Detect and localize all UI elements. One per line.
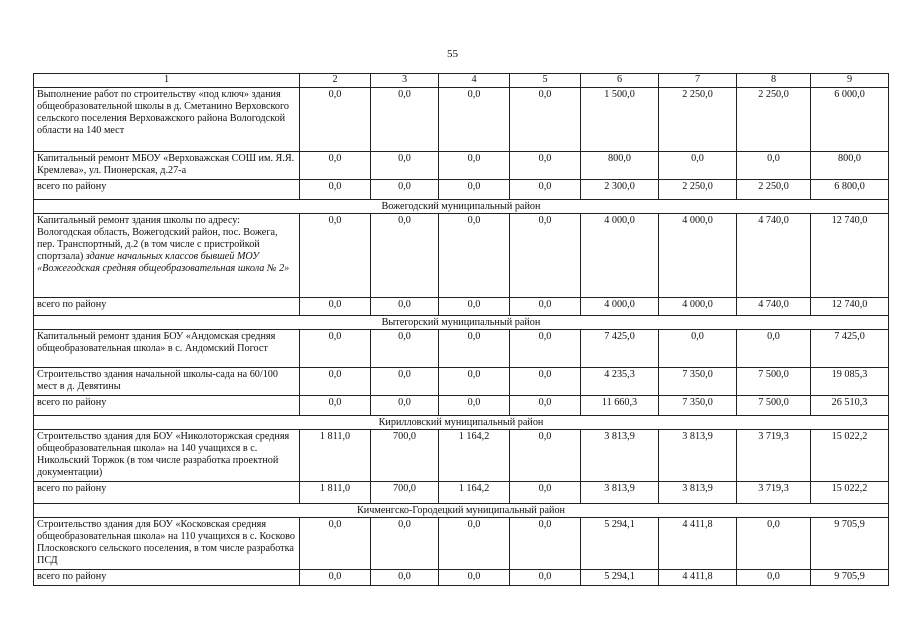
value-cell: 0,0: [439, 518, 510, 570]
section-title: Кирилловский муниципальный район: [34, 416, 889, 430]
value-cell: 6 000,0: [811, 88, 889, 152]
value-cell: 0,0: [510, 430, 581, 482]
column-header: 7: [659, 74, 737, 88]
row-description: Строительство здания для БОУ «Николоторжская средняя общеобразовательная школа» на 140 учащихся в с. Никольский Торжок (в том числе разработка проектной документации): [34, 430, 300, 482]
value-cell: 9 705,9: [811, 570, 889, 586]
value-cell: 0,0: [300, 152, 371, 180]
value-cell: 5 294,1: [581, 518, 659, 570]
table-row: [34, 88, 889, 152]
row-description: Строительство здания для БОУ «Косковская средняя общеобразовательная школа» на 110 учащихся в с. Косково Плосковского сельского поселения, в том числе разработка ПСД: [34, 518, 300, 570]
value-cell: 5 294,1: [581, 570, 659, 586]
value-cell: 0,0: [371, 214, 439, 298]
value-cell: 0,0: [510, 214, 581, 298]
value-cell: 0,0: [300, 330, 371, 368]
value-cell: 4 411,8: [659, 518, 737, 570]
value-cell: 0,0: [371, 88, 439, 152]
table-row: [34, 330, 889, 368]
table-row: [34, 518, 889, 570]
value-cell: 3 813,9: [581, 430, 659, 482]
row-description-text: Капитальный ремонт здания школы по адресу: Вологодская область, Вожегодский район, пос. Вожега, пер. Транспортный, д.2 (в том числе с пристройкой спортзала): [37, 215, 278, 262]
value-cell: 0,0: [439, 152, 510, 180]
value-cell: 0,0: [439, 180, 510, 200]
value-cell: 0,0: [439, 88, 510, 152]
value-cell: 0,0: [659, 152, 737, 180]
value-cell: 2 250,0: [737, 88, 811, 152]
row-description: Строительство здания начальной школы-сада на 60/100 мест в д. Девятины: [34, 368, 300, 396]
value-cell: 0,0: [737, 518, 811, 570]
value-cell: 0,0: [439, 368, 510, 396]
value-cell: 0,0: [737, 330, 811, 368]
value-cell: 0,0: [510, 518, 581, 570]
value-cell: 2 250,0: [737, 180, 811, 200]
value-cell: 2 300,0: [581, 180, 659, 200]
value-cell: 0,0: [439, 298, 510, 316]
value-cell: 0,0: [371, 152, 439, 180]
table-row: [34, 214, 889, 298]
total-row: [34, 482, 889, 504]
value-cell: 7 350,0: [659, 396, 737, 416]
budget-table: [33, 73, 889, 586]
value-cell: 0,0: [659, 330, 737, 368]
value-cell: 0,0: [300, 298, 371, 316]
value-cell: 3 813,9: [659, 482, 737, 504]
column-header: 3: [371, 74, 439, 88]
value-cell: 0,0: [300, 396, 371, 416]
value-cell: 0,0: [300, 180, 371, 200]
value-cell: 6 800,0: [811, 180, 889, 200]
value-cell: 0,0: [300, 368, 371, 396]
value-cell: 0,0: [371, 518, 439, 570]
value-cell: 1 811,0: [300, 482, 371, 504]
value-cell: 4 740,0: [737, 298, 811, 316]
value-cell: 0,0: [510, 368, 581, 396]
total-label: всего по району: [34, 180, 300, 200]
value-cell: 0,0: [439, 396, 510, 416]
value-cell: 7 500,0: [737, 368, 811, 396]
value-cell: 7 500,0: [737, 396, 811, 416]
value-cell: 1 500,0: [581, 88, 659, 152]
value-cell: 0,0: [371, 180, 439, 200]
value-cell: 7 425,0: [811, 330, 889, 368]
value-cell: 11 660,3: [581, 396, 659, 416]
total-label: всего по району: [34, 396, 300, 416]
value-cell: 0,0: [510, 396, 581, 416]
value-cell: 1 811,0: [300, 430, 371, 482]
row-description: [34, 214, 300, 298]
total-row: [34, 570, 889, 586]
section-title: Вытегорский муниципальный район: [34, 316, 889, 330]
total-row: [34, 180, 889, 200]
column-header: 9: [811, 74, 889, 88]
value-cell: 0,0: [371, 368, 439, 396]
row-description: Выполнение работ по строительству «под ключ» здания общеобразовательной школы в д. Сметанино Верховского сельского поселения Верховажского района Вологодской области на 140 мест: [34, 88, 300, 152]
value-cell: 0,0: [510, 330, 581, 368]
value-cell: 4 000,0: [581, 214, 659, 298]
header-row: [34, 74, 889, 88]
value-cell: 12 740,0: [811, 298, 889, 316]
value-cell: 0,0: [510, 180, 581, 200]
value-cell: 3 719,3: [737, 430, 811, 482]
table-row: [34, 430, 889, 482]
value-cell: 9 705,9: [811, 518, 889, 570]
value-cell: 0,0: [510, 298, 581, 316]
value-cell: 0,0: [439, 570, 510, 586]
value-cell: 2 250,0: [659, 180, 737, 200]
total-label: всего по району: [34, 482, 300, 504]
value-cell: 800,0: [811, 152, 889, 180]
value-cell: 0,0: [737, 152, 811, 180]
table-body: [34, 74, 889, 586]
section-row: [34, 504, 889, 518]
value-cell: 0,0: [371, 298, 439, 316]
row-description: Капитальный ремонт МБОУ «Верховажская СОШ им. Я.Я. Кремлева», ул. Пионерская, д.27-а: [34, 152, 300, 180]
value-cell: 0,0: [300, 88, 371, 152]
value-cell: 15 022,2: [811, 430, 889, 482]
total-row: [34, 298, 889, 316]
value-cell: 26 510,3: [811, 396, 889, 416]
section-row: [34, 416, 889, 430]
value-cell: 12 740,0: [811, 214, 889, 298]
total-label: всего по району: [34, 570, 300, 586]
value-cell: 0,0: [300, 570, 371, 586]
total-row: [34, 396, 889, 416]
column-header: 1: [34, 74, 300, 88]
value-cell: 0,0: [510, 570, 581, 586]
value-cell: 700,0: [371, 430, 439, 482]
section-title: Вожегодский муниципальный район: [34, 200, 889, 214]
column-header: 4: [439, 74, 510, 88]
page-number: 55: [447, 48, 458, 60]
value-cell: 1 164,2: [439, 430, 510, 482]
section-title: Кичменгско-Городецкий муниципальный район: [34, 504, 889, 518]
row-description-italic: здание начальных классов бывшей МОУ «Вожегодская средняя общеобразовательная школа № 2»: [37, 251, 290, 274]
value-cell: 0,0: [510, 482, 581, 504]
value-cell: 0,0: [439, 214, 510, 298]
value-cell: 3 813,9: [581, 482, 659, 504]
value-cell: 0,0: [300, 518, 371, 570]
value-cell: 700,0: [371, 482, 439, 504]
value-cell: 0,0: [510, 88, 581, 152]
value-cell: 0,0: [300, 214, 371, 298]
value-cell: 0,0: [371, 330, 439, 368]
value-cell: 7 425,0: [581, 330, 659, 368]
section-row: [34, 200, 889, 214]
value-cell: 3 719,3: [737, 482, 811, 504]
value-cell: 4 000,0: [581, 298, 659, 316]
value-cell: 0,0: [371, 396, 439, 416]
value-cell: 4 000,0: [659, 298, 737, 316]
value-cell: 4 411,8: [659, 570, 737, 586]
value-cell: 0,0: [510, 152, 581, 180]
value-cell: 1 164,2: [439, 482, 510, 504]
value-cell: 2 250,0: [659, 88, 737, 152]
value-cell: 0,0: [371, 570, 439, 586]
value-cell: 15 022,2: [811, 482, 889, 504]
column-header: 6: [581, 74, 659, 88]
section-row: [34, 316, 889, 330]
value-cell: 4 235,3: [581, 368, 659, 396]
column-header: 8: [737, 74, 811, 88]
value-cell: 800,0: [581, 152, 659, 180]
value-cell: 0,0: [737, 570, 811, 586]
value-cell: 3 813,9: [659, 430, 737, 482]
row-description: Капитальный ремонт здания БОУ «Андомская средняя общеобразовательная школа» в с. Андомский Погост: [34, 330, 300, 368]
value-cell: 4 740,0: [737, 214, 811, 298]
value-cell: 0,0: [439, 330, 510, 368]
table-row: [34, 152, 889, 180]
table-row: [34, 368, 889, 396]
column-header: 2: [300, 74, 371, 88]
value-cell: 19 085,3: [811, 368, 889, 396]
column-header: 5: [510, 74, 581, 88]
value-cell: 7 350,0: [659, 368, 737, 396]
total-label: всего по району: [34, 298, 300, 316]
value-cell: 4 000,0: [659, 214, 737, 298]
